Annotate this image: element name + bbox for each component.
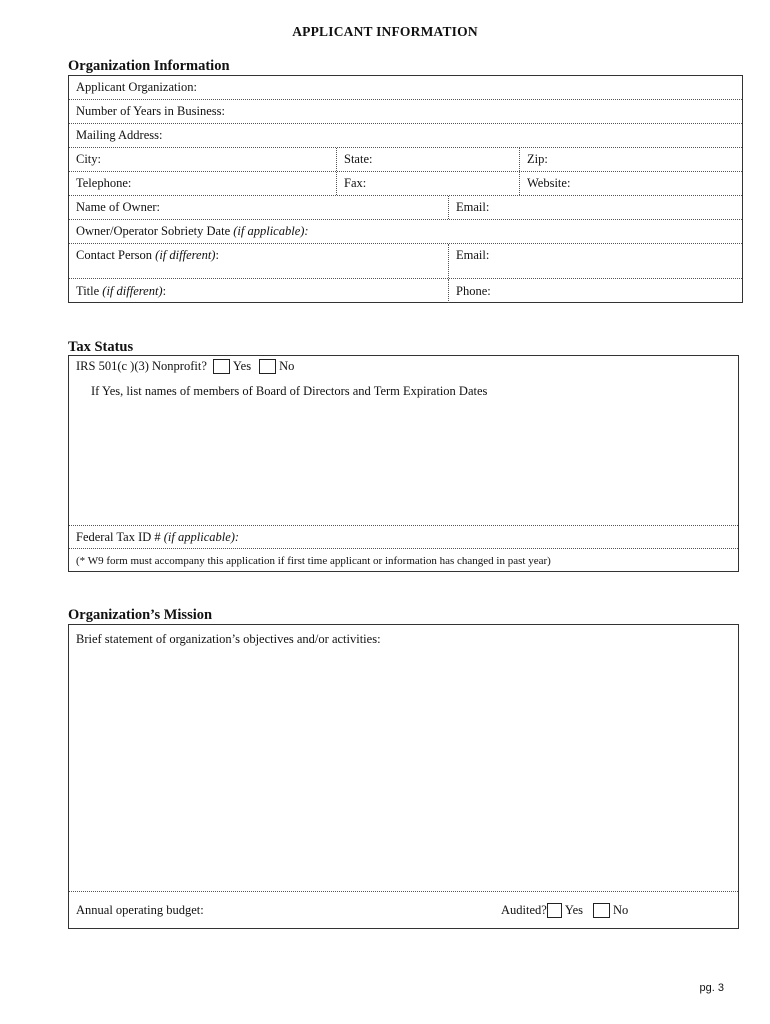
telephone-row [69, 172, 742, 196]
no-checkbox[interactable] [259, 359, 276, 374]
federal-tax-id-field[interactable] [69, 526, 738, 548]
audited-no-label: No [613, 903, 629, 917]
yes-label: Yes [232, 359, 252, 373]
page-number: pg. 3 [699, 982, 724, 994]
owner-name-field[interactable]: Name of Owner: [76, 200, 160, 214]
irs-label: IRS 501(c )(3) Nonprofit? [76, 359, 207, 373]
title-row [69, 279, 742, 303]
title-colon: : [162, 283, 167, 298]
title-note: (if different) [102, 283, 163, 298]
contact-note: (if different) [155, 248, 216, 262]
fax-field[interactable]: Fax: [336, 172, 519, 195]
contact-person-field[interactable] [69, 244, 448, 278]
annual-budget-field[interactable]: Annual operating budget: [76, 903, 204, 917]
taxid-label: Federal Tax ID # [76, 529, 164, 544]
title-field[interactable] [69, 279, 448, 303]
applicant-org-row [69, 76, 742, 100]
tax-status-box [68, 355, 739, 572]
audited-no-checkbox[interactable] [593, 903, 610, 918]
owner-email-field[interactable]: Email: [448, 196, 742, 219]
sobriety-label: Owner/Operator Sobriety Date [76, 224, 234, 238]
contact-label: Contact Person [76, 248, 156, 262]
title-label: Title [76, 283, 103, 298]
applicant-org-field[interactable]: Applicant Organization: [76, 80, 197, 94]
years-in-business-field[interactable]: Number of Years in Business: [76, 104, 225, 118]
board-note: If Yes, list names of members of Board of Directors and Term Expiration Dates [91, 384, 488, 398]
page-title: APPLICANT INFORMATION [292, 24, 478, 39]
board-members-area[interactable] [69, 396, 738, 525]
org-info-table [68, 75, 743, 303]
mission-heading: Organization’s Mission [68, 607, 213, 623]
contact-row [69, 244, 742, 279]
mailing-row [69, 124, 742, 148]
sobriety-date-field[interactable] [69, 220, 742, 243]
no-label: No [279, 359, 295, 373]
contact-email-field[interactable]: Email: [448, 244, 742, 278]
mission-statement-area[interactable] [69, 653, 738, 891]
city-row [69, 148, 742, 172]
audited-yes-checkbox[interactable] [547, 903, 562, 918]
zip-field[interactable]: Zip: [519, 148, 742, 171]
contact-colon: : [215, 248, 219, 262]
city-field[interactable]: City: [76, 152, 102, 166]
yes-checkbox[interactable] [213, 359, 230, 374]
mission-box [68, 624, 739, 929]
mission-statement-label: Brief statement of organization’s objectives and/or activities: [76, 632, 381, 646]
website-field[interactable]: Website: [519, 172, 742, 195]
audited-yes-label: Yes [564, 903, 584, 917]
taxid-note: (if applicable): [163, 529, 240, 544]
org-info-heading: Organization Information [68, 58, 230, 74]
sobriety-note: (if applicable): [233, 224, 309, 238]
telephone-field[interactable]: Telephone: [76, 176, 132, 190]
tax-id-row [69, 525, 738, 549]
w9-note: (* W9 form must accompany this application if first time applicant or information has changed in past year) [76, 554, 551, 567]
mailing-address-field[interactable]: Mailing Address: [76, 128, 163, 142]
audited-question [494, 892, 738, 929]
sobriety-row [69, 220, 742, 244]
tax-status-heading: Tax Status [68, 339, 134, 355]
budget-row [69, 891, 738, 929]
state-field[interactable]: State: [336, 148, 519, 171]
w9-row [69, 549, 738, 572]
years-row [69, 100, 742, 124]
nonprofit-question [76, 359, 294, 374]
owner-row [69, 196, 742, 220]
audited-label: Audited? [501, 903, 547, 917]
phone-field[interactable]: Phone: [448, 279, 742, 303]
